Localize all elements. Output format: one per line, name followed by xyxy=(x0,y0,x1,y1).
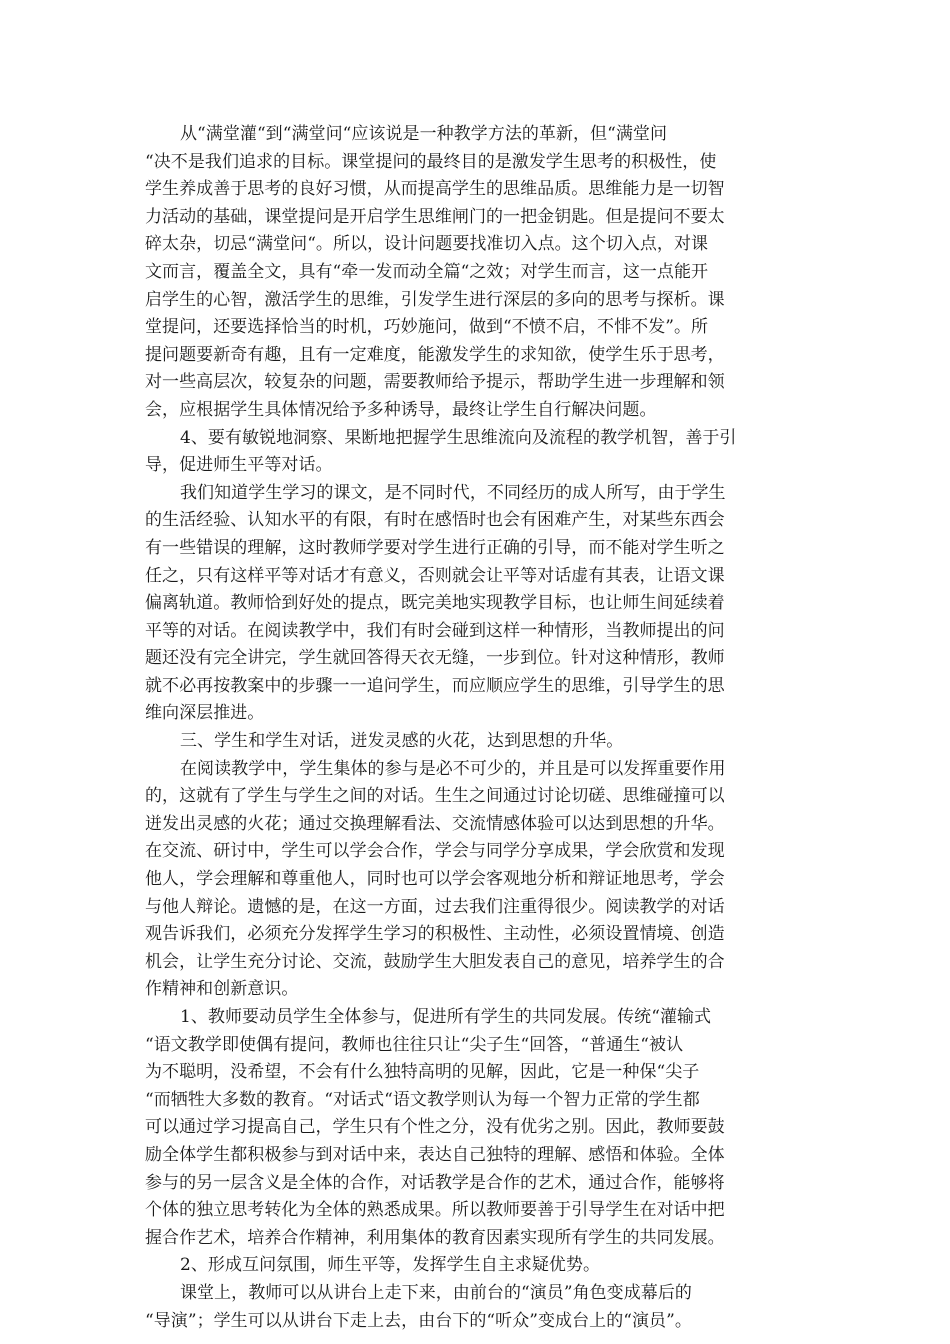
paragraph-line: 励全体学生都积极参与到对话中来，表达自己独特的理解、感悟和体验。全体 xyxy=(145,1144,725,1165)
paragraph-line: 与他人辩论。遗憾的是，在这一方面，过去我们注重得很少。阅读教学的对话 xyxy=(145,896,725,917)
paragraph-line: 可以通过学习提高自己，学生只有个性之分，没有优劣之别。因此，教师要鼓 xyxy=(145,1117,725,1138)
paragraph-line: “决不是我们追求的目标。课堂提问的最终目的是激发学生思考的积极性，使 xyxy=(145,151,717,172)
paragraph-first-line: 在阅读教学中，学生集体的参与是必不可少的，并且是可以发挥重要作用 xyxy=(180,758,726,779)
paragraph-line: 个体的独立思考转化为全体的熟悉成果。所以教师要善于引导学生在对话中把 xyxy=(145,1200,725,1221)
paragraph-first-line: 2、形成互问氛围，师生平等，发挥学生自主求疑优势。 xyxy=(180,1255,601,1276)
paragraph-line: “导演”；学生可以从讲台下走上去，由台下的“听众”变成台上的“演员”。 xyxy=(145,1310,692,1331)
paragraph-line: 维向深层推进。 xyxy=(145,703,265,724)
paragraph-line: 作精神和创新意识。 xyxy=(145,979,299,1000)
paragraph-first-line: 我们知道学生学习的课文，是不同时代，不同经历的成人所写，由于学生 xyxy=(180,482,726,503)
paragraph-line: 有一些错误的理解，这时教师学要对学生进行正确的引导，而不能对学生听之 xyxy=(145,537,725,558)
paragraph-line: 力活动的基础，课堂提问是开启学生思维闸门的一把金钥匙。但是提问不要太 xyxy=(145,206,725,227)
paragraph-line: 对一些高层次，较复杂的问题，需要教师给予提示，帮助学生进一步理解和领 xyxy=(145,372,725,393)
paragraph-line: “语文教学即使偶有提问，教师也往往只让“尖子生“回答，“普通生“被认 xyxy=(145,1034,684,1055)
paragraph-line: “而牺牲大多数的教育。“对话式“语文教学则认为每一个智力正常的学生都 xyxy=(145,1089,700,1110)
paragraph-line: 平等的对话。在阅读教学中，我们有时会碰到这样一种情形，当教师提出的问 xyxy=(145,620,725,641)
paragraph-line: 就不必再按教案中的步骤一一追问学生，而应顺应学生的思维，引导学生的思 xyxy=(145,675,725,696)
paragraph-first-line: 从“满堂灌“到“满堂问“应该说是一种教学方法的革新，但“满堂问 xyxy=(180,124,668,144)
paragraph-line: 在交流、研讨中，学生可以学会合作，学会与同学分享成果，学会欣赏和发现 xyxy=(145,841,725,862)
paragraph-line: 观告诉我们，必须充分发挥学生学习的积极性、主动性，必须设置情境、创造 xyxy=(145,924,725,945)
paragraph-line: 启学生的心智，激活学生的思维，引发学生进行深层的多向的思考与探析。课 xyxy=(145,289,725,310)
paragraph-line: 为不聪明，没希望，不会有什么独特高明的见解，因此，它是一种保“尖子 xyxy=(145,1062,700,1083)
paragraph-first-line: 4、要有敏锐地洞察、果断地把握学生思维流向及流程的教学机智，善于引 xyxy=(180,427,737,448)
paragraph-line: 偏离轨道。教师恰到好处的提点，既完美地实现教学目标，也让师生间延续着 xyxy=(145,593,725,614)
paragraph-line: 学生养成善于思考的良好习惯，从而提高学生的思维品质。思维能力是一切智 xyxy=(145,179,725,200)
paragraph-first-line: 1、教师要动员学生全体参与，促进所有学生的共同发展。传统“灌输式 xyxy=(180,1007,712,1027)
body-text xyxy=(145,121,811,1335)
paragraph-line: 参与的另一层含义是全体的合作，对话教学是合作的艺术，通过合作，能够将 xyxy=(145,1172,725,1193)
paragraph-line: 任之，只有这样平等对话才有意义，否则就会让平等对话虚有其表，让语文课 xyxy=(145,565,725,586)
paragraph-line: 机会，让学生充分讨论、交流，鼓励学生大胆发表自己的意见，培养学生的合 xyxy=(145,951,725,972)
paragraph-first-line: 课堂上，教师可以从讲台上走下来，由前台的“演员”角色变成幕后的 xyxy=(180,1282,692,1303)
paragraph-line: 会，应根据学生具体情况给予多种诱导，最终让学生自行解决问题。 xyxy=(145,399,657,420)
paragraph-line: 导，促进师生平等对话。 xyxy=(145,455,333,476)
paragraph-line: 迸发出灵感的火花；通过交换理解看法、交流情感体验可以达到思想的升华。 xyxy=(145,813,725,834)
paragraph-line: 的，这就有了学生与学生之间的对话。生生之间通过讨论切磋、思维碰撞可以 xyxy=(145,786,725,807)
paragraph-line: 他人，学会理解和尊重他人，同时也可以学会客观地分析和辩证地思考，学会 xyxy=(145,869,725,890)
paragraph-line: 文而言，覆盖全文，具有“牵一发而动全篇“之效；对学生而言，这一点能开 xyxy=(145,261,709,282)
paragraph-line: 的生活经验、认知水平的有限，有时在感悟时也会有困难产生，对某些东西会 xyxy=(145,510,725,531)
paragraph-line: 碎太杂，切忌“满堂问“。所以，设计问题要找准切入点。这个切入点，对课 xyxy=(145,234,709,255)
paragraph-line: 题还没有完全讲完，学生就回答得天衣无缝，一步到位。针对这种情形，教师 xyxy=(145,648,725,669)
paragraph-line: 提问题要新奇有趣，且有一定难度，能激发学生的求知欲，使学生乐于思考， xyxy=(145,344,725,365)
paragraph-first-line: 三、学生和学生对话，迸发灵感的火花，达到思想的升华。 xyxy=(180,731,624,752)
paragraph-line: 堂提问，还要选择恰当的时机，巧妙施问，做到“不愤不启，不悱不发”。所 xyxy=(145,317,709,338)
paragraph-line: 握合作艺术，培养合作精神，利用集体的教育因素实现所有学生的共同发展。 xyxy=(145,1227,725,1248)
